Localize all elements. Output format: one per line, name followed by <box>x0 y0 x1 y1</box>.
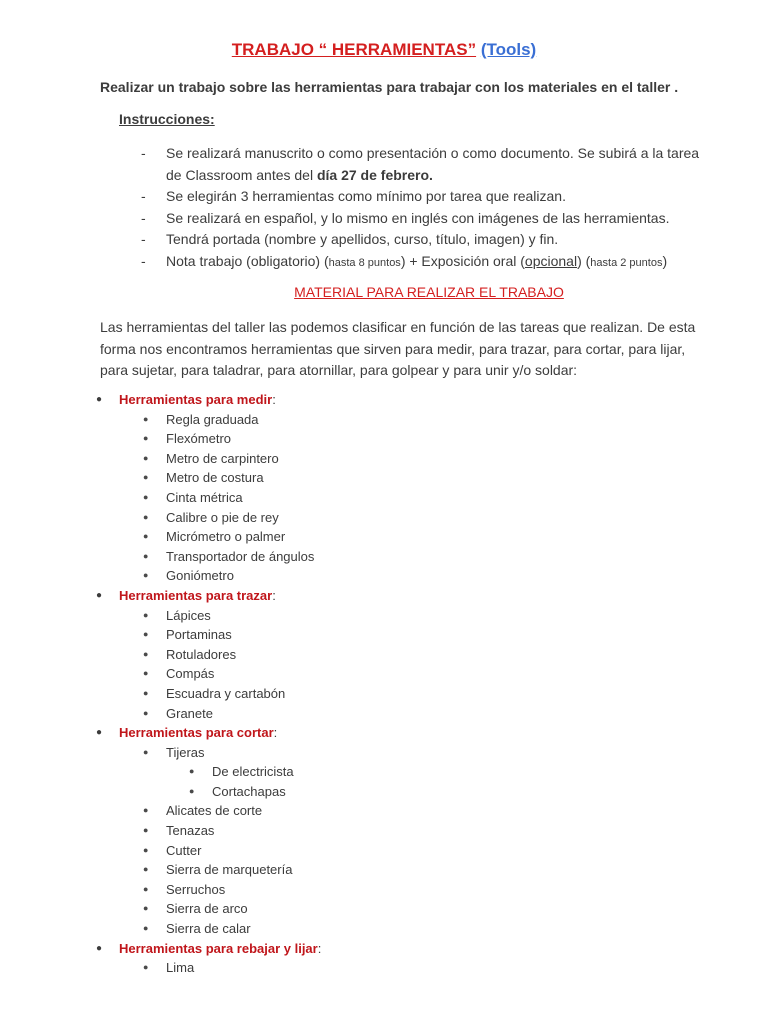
list-item <box>0 606 768 626</box>
item-label: Cortachapas <box>212 783 286 799</box>
list-item <box>0 899 768 919</box>
dash-marker: - <box>141 209 146 226</box>
bullet-icon: ● <box>189 766 195 777</box>
bullet-icon: ● <box>143 825 149 836</box>
list-item <box>0 547 768 567</box>
bullet-icon: ● <box>143 923 149 934</box>
colon: : <box>272 587 276 603</box>
bullet-icon: ● <box>143 511 149 522</box>
instruction-text: ) <box>662 252 668 269</box>
bullet-icon: ● <box>96 942 103 954</box>
list-item <box>0 468 768 488</box>
bullet-icon: ● <box>143 491 149 502</box>
dash-marker: - <box>141 145 146 161</box>
intro-text: Realizar un trabajo sobre las herramientas para trabajar con los materiales en el taller . <box>100 79 679 95</box>
list-item <box>0 743 768 763</box>
category-name: Herramientas para medir <box>119 392 273 407</box>
item-label: Tijeras <box>166 744 205 760</box>
bullet-icon: ● <box>96 394 103 405</box>
dash-marker: - <box>141 252 146 269</box>
category-medir <box>0 390 768 410</box>
list-item <box>0 508 768 528</box>
category-name: Herramientas para trazar <box>119 587 273 603</box>
list-item <box>0 958 768 978</box>
points-note: hasta 8 puntos <box>328 256 401 269</box>
item-label: Compás <box>166 666 215 682</box>
instruction-item <box>141 251 701 275</box>
category-trazar <box>0 586 768 606</box>
instruction-text: Tendrá portada (nombre y apellidos, curso, título, imagen) y fin. <box>166 231 559 247</box>
sub-list-item <box>0 762 768 782</box>
list-item <box>0 704 768 724</box>
points-note: hasta 2 puntos <box>590 256 663 269</box>
item-label: Micrómetro o palmer <box>166 529 286 545</box>
optional-text: opcional <box>524 252 578 269</box>
item-label: Rotuladores <box>166 646 237 662</box>
list-item <box>0 527 768 547</box>
bullet-icon: ● <box>143 570 149 581</box>
list-item <box>0 919 768 939</box>
item-label: Transportador de ángulos <box>166 548 315 564</box>
bullet-icon: ● <box>143 609 149 620</box>
bullet-icon: ● <box>143 452 149 463</box>
bullet-icon: ● <box>96 589 103 601</box>
page-title <box>0 40 768 60</box>
list-item <box>0 664 768 684</box>
colon: : <box>272 392 276 407</box>
instructions-heading: Instrucciones: <box>119 111 215 127</box>
instruction-text: ) ( <box>577 252 591 269</box>
item-label: Tenazas <box>166 823 215 839</box>
title-tools: (Tools) <box>480 40 537 59</box>
category-name: Herramientas para rebajar y lijar <box>119 940 318 956</box>
description-paragraph: Las herramientas del taller las podemos clasificar en función de las tareas que realizan. De esta forma nos encontramos herramientas que sirven para medir, para trazar, para cortar, para lijar, para sujetar, para taladrar, para atornillar, para golpear y para unir y/o soldar: <box>100 319 696 378</box>
colon: : <box>273 725 278 741</box>
item-label: Sierra de arco <box>166 901 248 917</box>
bullet-icon: ● <box>143 746 149 757</box>
list-item <box>0 684 768 704</box>
bullet-icon: ● <box>143 550 149 561</box>
material-heading: MATERIAL PARA REALIZAR EL TRABAJO <box>294 284 564 300</box>
list-item <box>0 801 768 821</box>
item-label: Alicates de corte <box>166 803 263 819</box>
item-label: Sierra de calar <box>166 921 251 937</box>
category-cortar <box>0 723 768 743</box>
list-item <box>0 449 768 469</box>
bullet-icon: ● <box>143 531 149 542</box>
item-label: Escuadra y cartabón <box>166 685 286 701</box>
instruction-item <box>141 208 701 230</box>
bullet-icon: ● <box>189 785 195 796</box>
item-label: Metro de carpintero <box>166 450 279 466</box>
item-label: Flexómetro <box>166 431 232 447</box>
item-label: Regla graduada <box>166 411 259 427</box>
list-item <box>0 841 768 861</box>
item-label: De electricista <box>212 764 294 780</box>
bullet-icon: ● <box>96 727 103 739</box>
item-label: Calibre o pie de rey <box>166 509 279 525</box>
bullet-icon: ● <box>143 883 149 894</box>
item-label: Lima <box>166 960 195 976</box>
bullet-icon: ● <box>143 668 149 679</box>
instruction-text: Se realizará en español, y lo mismo en inglés con imágenes de las herramientas. <box>166 209 670 226</box>
list-item <box>0 488 768 508</box>
list-item <box>0 566 768 586</box>
bullet-icon: ● <box>143 864 149 875</box>
list-item <box>0 429 768 449</box>
dash-marker: - <box>141 231 146 247</box>
bullet-icon: ● <box>143 844 149 855</box>
instruction-text: Se realizará manuscrito o como presentación o como documento. Se subirá a la tarea de Classroom antes del <box>166 145 700 183</box>
item-label: Lápices <box>166 607 211 623</box>
instruction-text: Nota trabajo (obligatorio) ( <box>166 252 329 269</box>
bullet-icon: ● <box>143 962 149 973</box>
colon: : <box>317 940 322 956</box>
list-item <box>0 860 768 880</box>
instruction-item <box>141 186 701 208</box>
instruction-text: ) + Exposición oral ( <box>400 252 525 269</box>
instruction-item <box>141 143 701 186</box>
sub-list-item <box>0 782 768 802</box>
bullet-icon: ● <box>143 433 149 444</box>
instruction-item <box>141 229 701 251</box>
tools-list <box>0 390 768 978</box>
item-label: Granete <box>166 705 213 721</box>
bullet-icon: ● <box>143 903 149 914</box>
item-label: Cinta métrica <box>166 489 243 505</box>
list-item <box>0 410 768 430</box>
item-label: Cutter <box>166 842 202 858</box>
item-label: Sierra de marquetería <box>166 862 293 878</box>
dash-marker: - <box>141 188 146 204</box>
list-item <box>0 821 768 841</box>
title-main: TRABAJO “ HERRAMIENTAS” <box>231 40 477 59</box>
instructions-list <box>141 143 701 274</box>
category-lijar <box>0 939 768 959</box>
item-label: Portaminas <box>166 627 232 643</box>
instruction-text: Se elegirán 3 herramientas como mínimo por tarea que realizan. <box>166 188 566 204</box>
item-label: Goniómetro <box>166 568 234 584</box>
list-item <box>0 880 768 900</box>
item-label: Metro de costura <box>166 470 264 486</box>
bullet-icon: ● <box>143 707 149 718</box>
bullet-icon: ● <box>143 413 149 424</box>
bullet-icon: ● <box>143 629 149 640</box>
bullet-icon: ● <box>143 687 149 698</box>
list-item <box>0 625 768 645</box>
list-item <box>0 645 768 665</box>
bullet-icon: ● <box>143 472 149 483</box>
category-name: Herramientas para cortar <box>119 725 274 741</box>
bullet-icon: ● <box>143 805 149 816</box>
bullet-icon: ● <box>143 648 149 659</box>
deadline-text: día 27 de febrero. <box>316 166 433 183</box>
item-label: Serruchos <box>166 881 226 897</box>
